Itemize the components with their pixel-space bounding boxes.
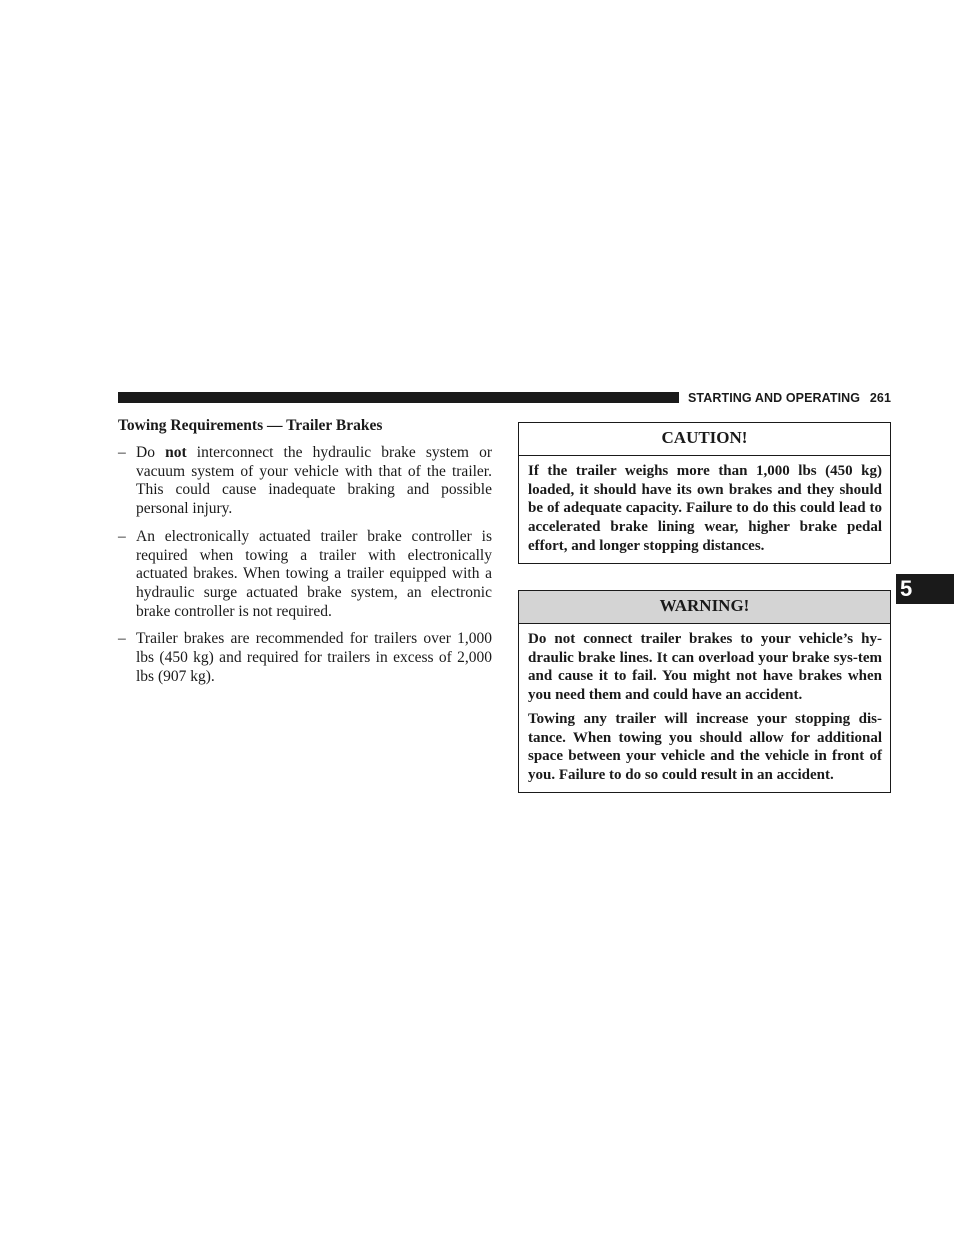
- list-item: – An electronically actuated trailer brake controller is required when towing a trailer with electronically actuated brakes. When towing a trailer equipped with a hydraulic surge actuated brake system, an electronic brake controller is not required.: [118, 527, 492, 620]
- warning-title: WARNING!: [519, 591, 890, 624]
- warning-box: [518, 590, 891, 793]
- page-number: 261: [869, 391, 891, 405]
- caution-title: CAUTION!: [519, 423, 890, 456]
- list-item: – Trailer brakes are recommended for trailers over 1,000 lbs (450 kg) and required for trailers in excess of 2,000 lbs (907 kg).: [118, 630, 492, 685]
- requirements-list: [118, 444, 492, 686]
- running-header: [688, 390, 891, 406]
- emphasis: not: [165, 444, 187, 461]
- caution-box: [518, 422, 891, 564]
- chapter-tab: 5: [896, 574, 954, 604]
- list-item: – Do not interconnect the hydraulic brake system or vacuum system of your vehicle with that of the trailer. This could cause inadequate braking and possible personal injury.: [118, 444, 492, 518]
- warning-text: Towing any trailer will increase your stopping dis-tance. When towing you should allow for additional space between your vehicle and the vehicle in front of you. Failure to do so could result in an accident.: [528, 710, 882, 783]
- caution-text: If the trailer weighs more than 1,000 lbs (450 kg) loaded, it should have its own brakes and they should be of adequate capacity. Failure to do this could lead to accelerated brake lining wear, higher brake pedal effort, and longer stopping distances.: [528, 463, 882, 554]
- list-dash: –: [118, 527, 126, 545]
- section-title: Towing Requirements — Trailer Brakes: [118, 417, 383, 434]
- list-dash: –: [118, 630, 126, 648]
- left-column: [118, 416, 492, 695]
- list-dash: –: [118, 444, 126, 461]
- section-name: STARTING AND OPERATING: [688, 391, 861, 405]
- header-rule: [118, 392, 679, 403]
- warning-text: Do not connect trailer brakes to your vehicle’s hy-draulic brake lines. It can overload your brake sys-tem and cause it to fail. You might not have brakes when you need them and could have an accident.: [528, 631, 882, 704]
